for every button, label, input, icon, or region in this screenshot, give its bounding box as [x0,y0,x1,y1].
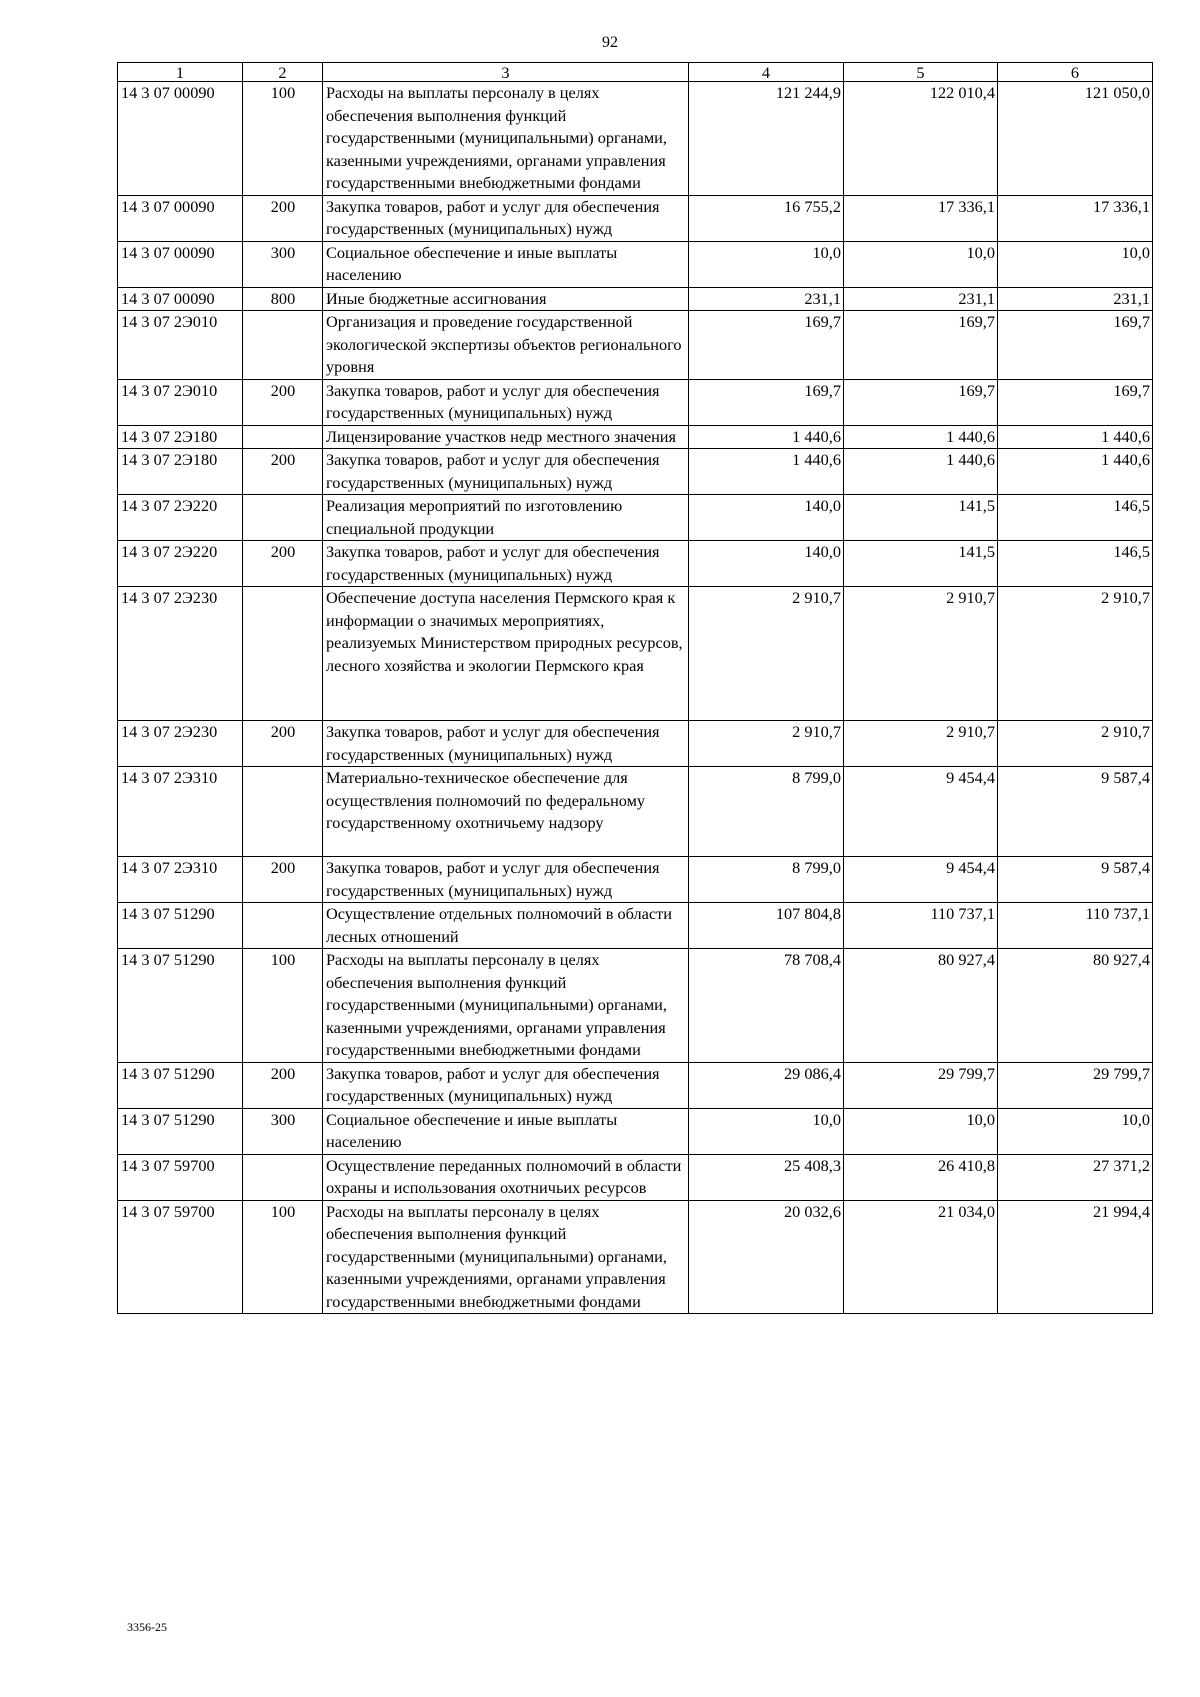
description-cell: Закупка товаров, работ и услуг для обеспечения государственных (муниципальных) нужд [323,449,689,495]
expense-type-cell [243,1154,323,1200]
column-header: 1 [118,63,243,82]
column-header: 6 [998,63,1153,82]
amount-col6-cell: 29 799,7 [998,1062,1153,1108]
amount-col4-cell: 8 799,0 [689,857,844,903]
description-cell: Обеспечение доступа населения Пермского края к информации о значимых мероприятиях, реализуемых Министерством природных ресурсов, лесного хозяйства и экологии Пермского края [323,587,689,721]
amount-col4-cell: 8 799,0 [689,767,844,857]
table-row [118,1108,1153,1154]
amount-col5-cell: 1 440,6 [844,425,998,449]
description-cell: Закупка товаров, работ и услуг для обеспечения государственных (муниципальных) нужд [323,857,689,903]
amount-col5-cell: 21 034,0 [844,1200,998,1314]
amount-col5-cell: 231,1 [844,287,998,311]
amount-col5-cell: 9 454,4 [844,767,998,857]
description-cell: Расходы на выплаты персоналу в целях обеспечения выполнения функций государственными (муниципальными) органами, казенными учреждениями, органами управления государственными внебюджетными фондами [323,1200,689,1314]
table-row [118,541,1153,587]
amount-col5-cell: 169,7 [844,311,998,380]
amount-col4-cell: 25 408,3 [689,1154,844,1200]
classification-code-cell: 14 3 07 2Э010 [118,311,243,380]
classification-code-cell: 14 3 07 2Э230 [118,721,243,767]
description-cell: Закупка товаров, работ и услуг для обеспечения государственных (муниципальных) нужд [323,541,689,587]
classification-code-cell: 14 3 07 00090 [118,287,243,311]
table-row [118,903,1153,949]
amount-col6-cell: 9 587,4 [998,857,1153,903]
classification-code-cell: 14 3 07 2Э220 [118,495,243,541]
amount-col4-cell: 140,0 [689,495,844,541]
description-cell: Организация и проведение государственной экологической экспертизы объектов регионального уровня [323,311,689,380]
description-cell: Закупка товаров, работ и услуг для обеспечения государственных (муниципальных) нужд [323,721,689,767]
expense-type-cell [243,495,323,541]
table-row [118,1062,1153,1108]
description-cell: Лицензирование участков недр местного значения [323,425,689,449]
description-cell: Осуществление переданных полномочий в области охраны и использования охотничьих ресурсов [323,1154,689,1200]
amount-col5-cell: 2 910,7 [844,721,998,767]
amount-col5-cell: 169,7 [844,379,998,425]
table-row [118,587,1153,721]
table-row [118,1200,1153,1314]
amount-col6-cell: 110 737,1 [998,903,1153,949]
classification-code-cell: 14 3 07 00090 [118,195,243,241]
expense-type-cell: 300 [243,1108,323,1154]
amount-col5-cell: 9 454,4 [844,857,998,903]
table-row [118,449,1153,495]
description-cell: Закупка товаров, работ и услуг для обеспечения государственных (муниципальных) нужд [323,195,689,241]
classification-code-cell: 14 3 07 2Э220 [118,541,243,587]
classification-code-cell: 14 3 07 59700 [118,1200,243,1314]
amount-col5-cell: 141,5 [844,495,998,541]
table-row [118,1154,1153,1200]
amount-col6-cell: 10,0 [998,1108,1153,1154]
expense-type-cell [243,587,323,721]
classification-code-cell: 14 3 07 51290 [118,903,243,949]
amount-col6-cell: 27 371,2 [998,1154,1153,1200]
description-cell: Расходы на выплаты персоналу в целях обеспечения выполнения функций государственными (муниципальными) органами, казенными учреждениями, органами управления государственными внебюджетными фондами [323,949,689,1063]
document-code: 3356-25 [127,1620,167,1634]
amount-col6-cell: 2 910,7 [998,587,1153,721]
expense-type-cell [243,903,323,949]
table-row [118,721,1153,767]
amount-col6-cell: 169,7 [998,311,1153,380]
amount-col4-cell: 20 032,6 [689,1200,844,1314]
column-header: 3 [323,63,689,82]
classification-code-cell: 14 3 07 2Э230 [118,587,243,721]
amount-col5-cell: 80 927,4 [844,949,998,1063]
table-row [118,425,1153,449]
classification-code-cell: 14 3 07 59700 [118,1154,243,1200]
classification-code-cell: 14 3 07 2Э180 [118,425,243,449]
amount-col5-cell: 122 010,4 [844,82,998,196]
amount-col4-cell: 29 086,4 [689,1062,844,1108]
classification-code-cell: 14 3 07 51290 [118,949,243,1063]
amount-col6-cell: 17 336,1 [998,195,1153,241]
classification-code-cell: 14 3 07 00090 [118,82,243,196]
expense-type-cell: 200 [243,379,323,425]
amount-col6-cell: 146,5 [998,541,1153,587]
expense-type-cell: 200 [243,541,323,587]
table-row [118,379,1153,425]
expense-type-cell: 100 [243,82,323,196]
amount-col6-cell: 1 440,6 [998,449,1153,495]
table-row [118,287,1153,311]
amount-col4-cell: 169,7 [689,311,844,380]
description-cell: Материально-техническое обеспечение для осуществления полномочий по федеральному государственному охотничьему надзору [323,767,689,857]
amount-col6-cell: 231,1 [998,287,1153,311]
amount-col4-cell: 107 804,8 [689,903,844,949]
description-cell: Осуществление отдельных полномочий в области лесных отношений [323,903,689,949]
amount-col6-cell: 80 927,4 [998,949,1153,1063]
amount-col6-cell: 1 440,6 [998,425,1153,449]
amount-col5-cell: 1 440,6 [844,449,998,495]
amount-col6-cell: 146,5 [998,495,1153,541]
description-cell: Социальное обеспечение и иные выплаты населению [323,241,689,287]
amount-col4-cell: 78 708,4 [689,949,844,1063]
budget-table [117,62,1153,1314]
amount-col6-cell: 9 587,4 [998,767,1153,857]
expense-type-cell [243,767,323,857]
amount-col6-cell: 169,7 [998,379,1153,425]
table-row [118,949,1153,1063]
amount-col4-cell: 2 910,7 [689,587,844,721]
table-row [118,241,1153,287]
expense-type-cell: 100 [243,949,323,1063]
page-number: 92 [602,34,618,51]
expense-type-cell: 200 [243,449,323,495]
amount-col5-cell: 141,5 [844,541,998,587]
table-row [118,857,1153,903]
classification-code-cell: 14 3 07 2Э010 [118,379,243,425]
description-cell: Иные бюджетные ассигнования [323,287,689,311]
amount-col6-cell: 121 050,0 [998,82,1153,196]
amount-col5-cell: 17 336,1 [844,195,998,241]
expense-type-cell: 200 [243,195,323,241]
expense-type-cell [243,425,323,449]
amount-col4-cell: 10,0 [689,241,844,287]
description-cell: Реализация мероприятий по изготовлению специальной продукции [323,495,689,541]
description-cell: Закупка товаров, работ и услуг для обеспечения государственных (муниципальных) нужд [323,379,689,425]
column-header: 4 [689,63,844,82]
amount-col4-cell: 1 440,6 [689,449,844,495]
amount-col4-cell: 231,1 [689,287,844,311]
table-header-row [118,63,1153,82]
amount-col6-cell: 2 910,7 [998,721,1153,767]
amount-col4-cell: 10,0 [689,1108,844,1154]
classification-code-cell: 14 3 07 51290 [118,1108,243,1154]
description-cell: Расходы на выплаты персоналу в целях обеспечения выполнения функций государственными (муниципальными) органами, казенными учреждениями, органами управления государственными внебюджетными фондами [323,82,689,196]
amount-col5-cell: 2 910,7 [844,587,998,721]
expense-type-cell: 300 [243,241,323,287]
table-row [118,195,1153,241]
expense-type-cell: 200 [243,857,323,903]
expense-type-cell: 800 [243,287,323,311]
expense-type-cell: 200 [243,721,323,767]
amount-col5-cell: 26 410,8 [844,1154,998,1200]
amount-col5-cell: 10,0 [844,1108,998,1154]
table-row [118,495,1153,541]
amount-col4-cell: 169,7 [689,379,844,425]
amount-col6-cell: 10,0 [998,241,1153,287]
classification-code-cell: 14 3 07 51290 [118,1062,243,1108]
classification-code-cell: 14 3 07 2Э310 [118,767,243,857]
description-cell: Закупка товаров, работ и услуг для обеспечения государственных (муниципальных) нужд [323,1062,689,1108]
amount-col4-cell: 2 910,7 [689,721,844,767]
amount-col5-cell: 110 737,1 [844,903,998,949]
amount-col4-cell: 121 244,9 [689,82,844,196]
column-header: 5 [844,63,998,82]
amount-col5-cell: 10,0 [844,241,998,287]
expense-type-cell: 100 [243,1200,323,1314]
column-header: 2 [243,63,323,82]
table-row [118,767,1153,857]
amount-col4-cell: 140,0 [689,541,844,587]
classification-code-cell: 14 3 07 2Э180 [118,449,243,495]
classification-code-cell: 14 3 07 00090 [118,241,243,287]
amount-col4-cell: 1 440,6 [689,425,844,449]
classification-code-cell: 14 3 07 2Э310 [118,857,243,903]
description-cell: Социальное обеспечение и иные выплаты населению [323,1108,689,1154]
amount-col5-cell: 29 799,7 [844,1062,998,1108]
amount-col4-cell: 16 755,2 [689,195,844,241]
expense-type-cell [243,311,323,380]
table-row [118,82,1153,196]
expense-type-cell: 200 [243,1062,323,1108]
table-row [118,311,1153,380]
amount-col6-cell: 21 994,4 [998,1200,1153,1314]
